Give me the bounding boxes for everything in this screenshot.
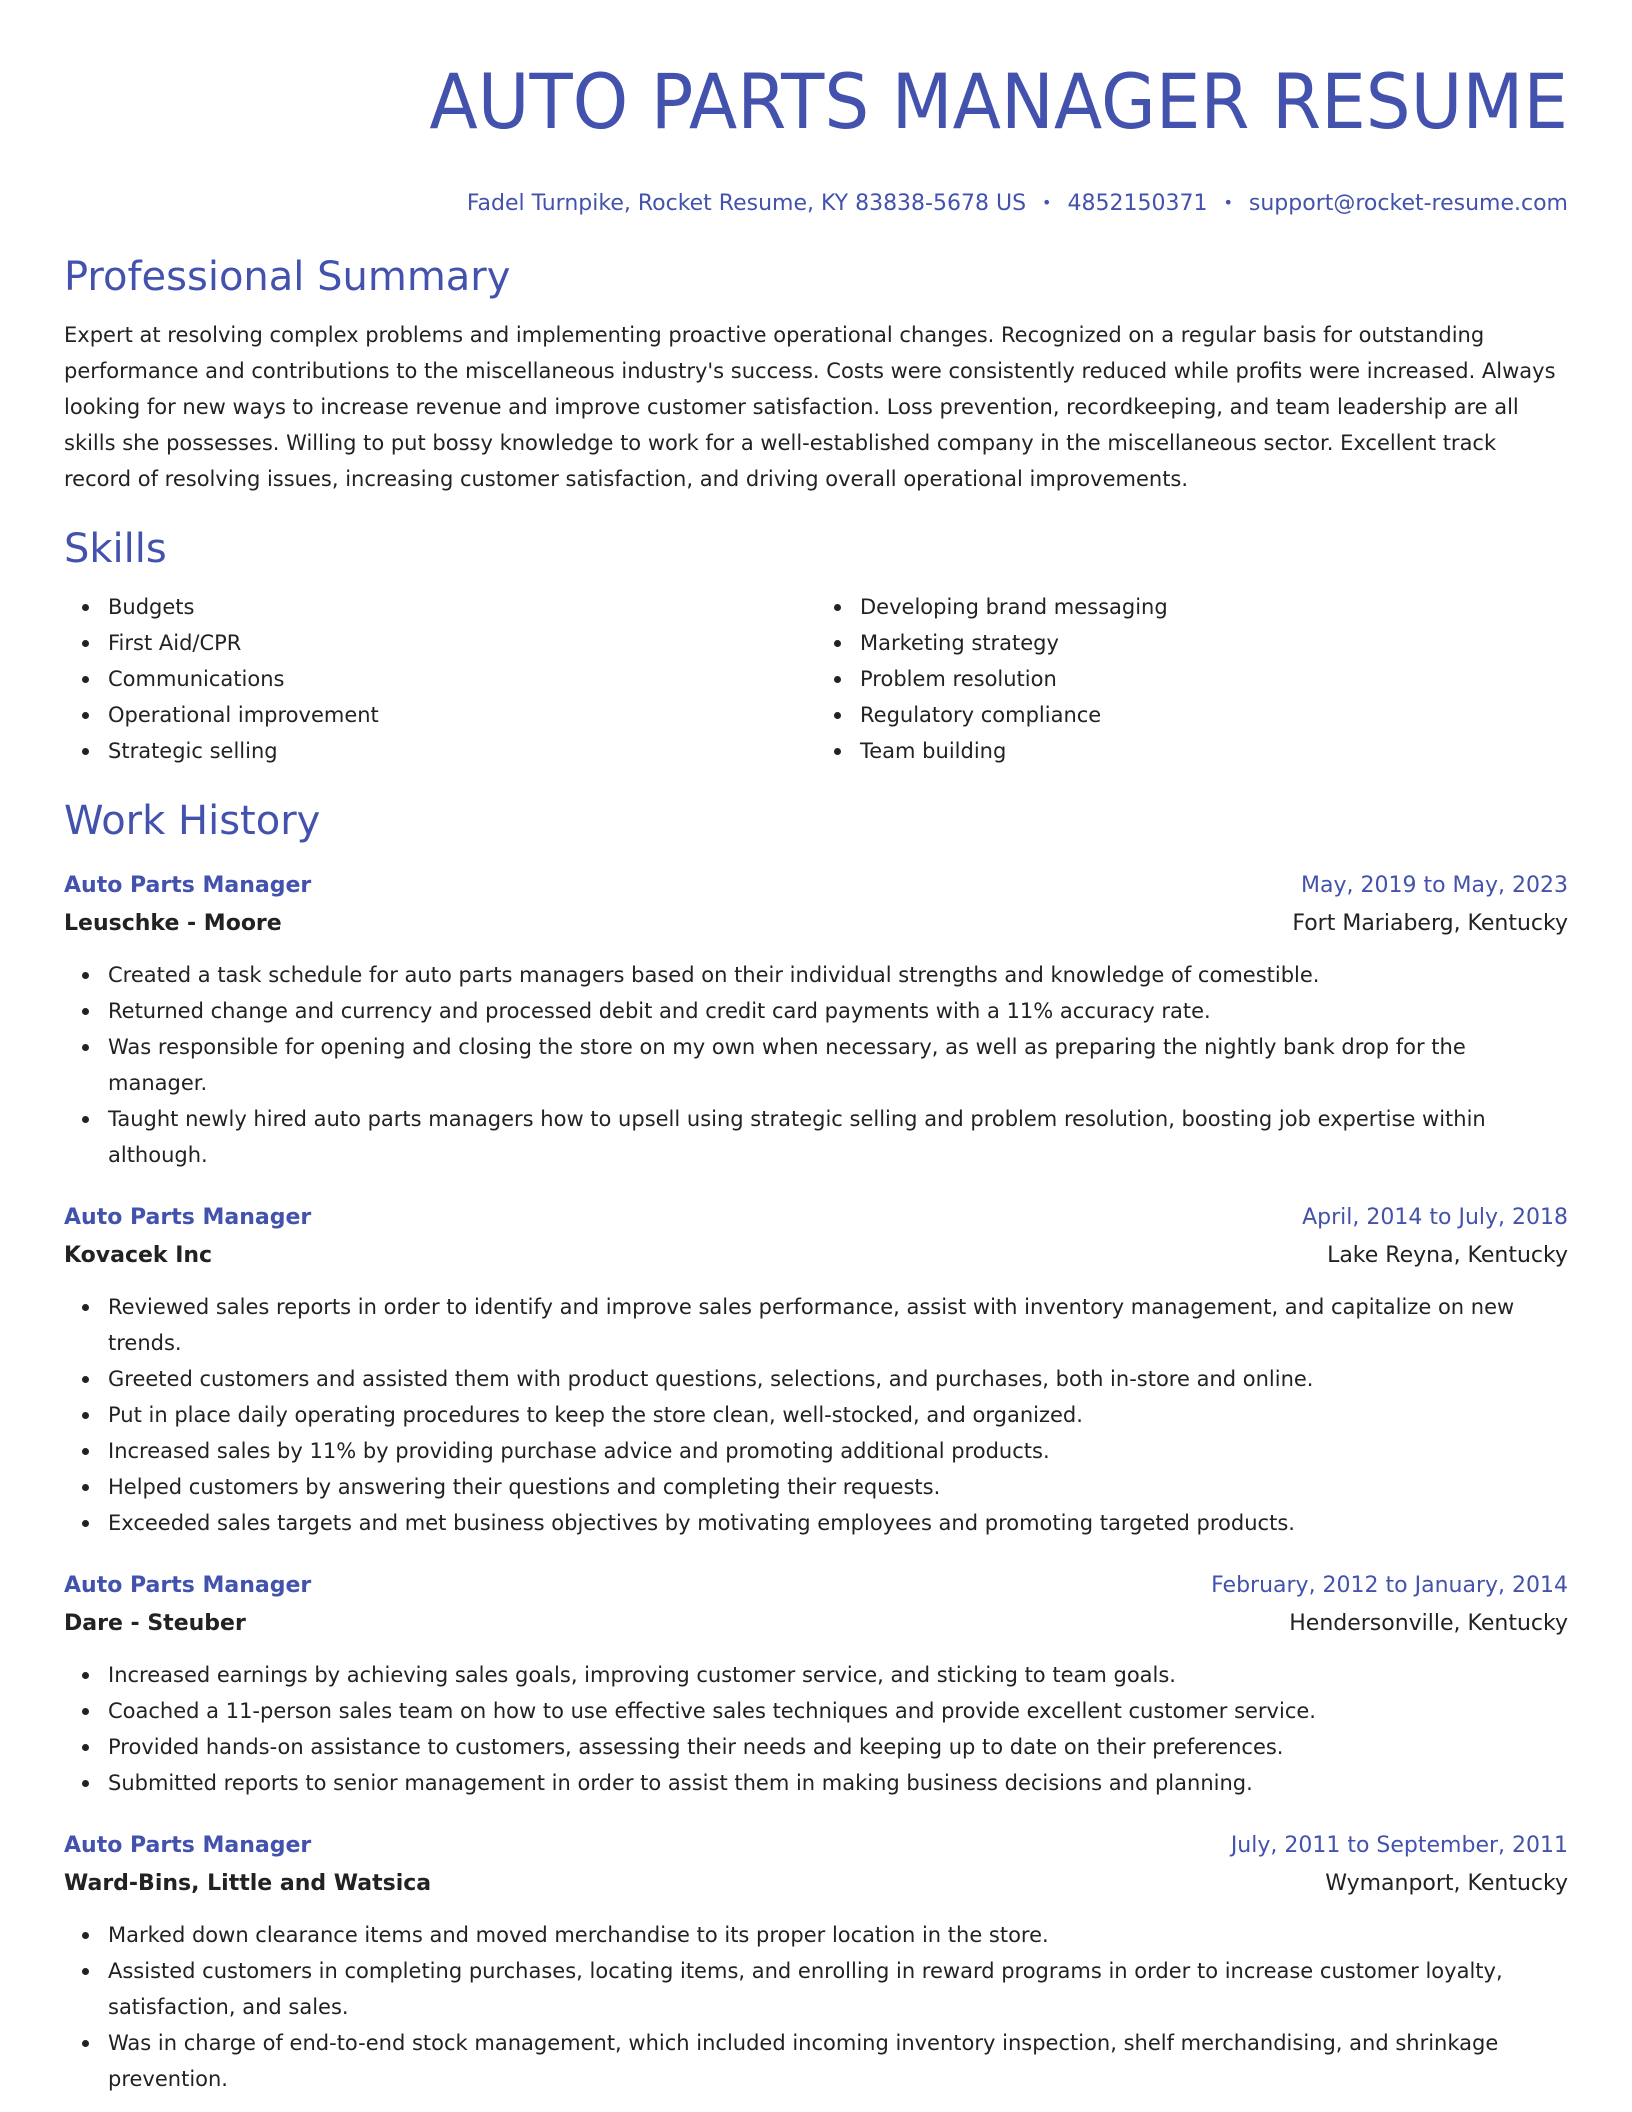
skill-item: Regulatory compliance xyxy=(860,697,1568,733)
job-entry xyxy=(64,867,1568,1173)
job-duty: Reviewed sales reports in order to identify and improve sales performance, assist with inventory management, and capitalize on new trends. xyxy=(108,1289,1568,1361)
job-header-row xyxy=(64,1567,1568,1605)
skill-item: Strategic selling xyxy=(108,733,816,769)
contact-email: support@rocket-resume.com xyxy=(1248,191,1568,216)
skill-item: Team building xyxy=(860,733,1568,769)
job-employer-row xyxy=(64,1605,1568,1643)
skill-item: Operational improvement xyxy=(108,697,816,733)
job-duty: Was responsible for opening and closing the store on my own when necessary, as well as preparing the nightly bank drop for the manager. xyxy=(108,1029,1568,1101)
skill-item: First Aid/CPR xyxy=(108,625,816,661)
job-employer-row xyxy=(64,905,1568,943)
job-title: Auto Parts Manager xyxy=(64,1573,312,1598)
job-location: Hendersonville, Kentucky xyxy=(1289,1611,1568,1636)
contact-line xyxy=(64,188,1568,219)
work-history-heading: Work History xyxy=(64,798,321,844)
contact-separator: • xyxy=(1042,193,1052,212)
contact-phone: 4852150371 xyxy=(1067,191,1208,216)
summary-heading: Professional Summary xyxy=(64,254,511,300)
job-duty: Marked down clearance items and moved merchandise to its proper location in the store. xyxy=(108,1917,1568,1953)
job-company: Kovacek Inc xyxy=(64,1243,213,1268)
job-title: Auto Parts Manager xyxy=(64,1205,312,1230)
work-history-section xyxy=(64,795,1568,2097)
skills-list-left xyxy=(64,589,816,769)
job-dates: May, 2019 to May, 2023 xyxy=(1301,873,1568,898)
job-entry xyxy=(64,1199,1568,1541)
job-duty: Taught newly hired auto parts managers how to upsell using strategic selling and problem resolution, boosting job expertise within although. xyxy=(108,1101,1568,1173)
job-duty: Assisted customers in completing purchases, locating items, and enrolling in reward programs in order to increase customer loyalty, satisfaction, and sales. xyxy=(108,1953,1568,2025)
job-duty: Greeted customers and assisted them with product questions, selections, and purchases, both in-store and online. xyxy=(108,1361,1568,1397)
job-duties-list xyxy=(64,1657,1568,1801)
job-duty: Put in place daily operating procedures to keep the store clean, well-stocked, and organized. xyxy=(108,1397,1568,1433)
contact-separator: • xyxy=(1223,193,1233,212)
job-header-row xyxy=(64,1199,1568,1237)
skill-item: Communications xyxy=(108,661,816,697)
job-duty: Increased sales by 11% by providing purchase advice and promoting additional products. xyxy=(108,1433,1568,1469)
job-employer-row xyxy=(64,1237,1568,1275)
contact-address: Fadel Turnpike, Rocket Resume, KY 83838-5678 US xyxy=(466,191,1027,216)
summary-section xyxy=(64,251,1568,497)
job-duty: Was in charge of end-to-end stock management, which included incoming inventory inspection, shelf merchandising, and shrinkage prevention. xyxy=(108,2025,1568,2097)
job-duties-list xyxy=(64,957,1568,1173)
job-duty: Exceeded sales targets and met business objectives by motivating employees and promoting targeted products. xyxy=(108,1505,1568,1541)
job-dates: April, 2014 to July, 2018 xyxy=(1302,1205,1568,1230)
job-duties-list xyxy=(64,1917,1568,2097)
job-title: Auto Parts Manager xyxy=(64,873,312,898)
skill-item: Developing brand messaging xyxy=(860,589,1568,625)
job-duty: Coached a 11-person sales team on how to use effective sales techniques and provide excellent customer service. xyxy=(108,1693,1568,1729)
skills-grid xyxy=(64,589,1568,769)
skills-list-right xyxy=(816,589,1568,769)
job-duty: Returned change and currency and processed debit and credit card payments with a 11% accuracy rate. xyxy=(108,993,1568,1029)
job-duties-list xyxy=(64,1289,1568,1541)
job-location: Lake Reyna, Kentucky xyxy=(1327,1243,1568,1268)
job-dates: July, 2011 to September, 2011 xyxy=(1230,1833,1568,1858)
skills-heading: Skills xyxy=(64,526,167,572)
job-company: Leuschke - Moore xyxy=(64,911,282,936)
job-employer-row xyxy=(64,1865,1568,1903)
job-header-row xyxy=(64,1827,1568,1865)
job-duty: Created a task schedule for auto parts managers based on their individual strengths and knowledge of comestible. xyxy=(108,957,1568,993)
resume-title: AUTO PARTS MANAGER RESUME xyxy=(429,57,1568,146)
job-entry xyxy=(64,1567,1568,1801)
job-location: Wymanport, Kentucky xyxy=(1325,1871,1568,1896)
skill-item: Budgets xyxy=(108,589,816,625)
job-entry xyxy=(64,1827,1568,2097)
job-dates: February, 2012 to January, 2014 xyxy=(1211,1573,1568,1598)
job-location: Fort Mariaberg, Kentucky xyxy=(1292,911,1568,936)
job-duty: Helped customers by answering their questions and completing their requests. xyxy=(108,1469,1568,1505)
job-title: Auto Parts Manager xyxy=(64,1833,312,1858)
job-duty: Provided hands-on assistance to customers, assessing their needs and keeping up to date on their preferences. xyxy=(108,1729,1568,1765)
summary-text: Expert at resolving complex problems and implementing proactive operational changes. Recognized on a regular basis for outstanding performance and contributions to the miscellaneous industry's success. Costs were consistently reduced while profits were increased. Always looking for new ways to increase revenue and improve customer satisfaction. Loss prevention, recordkeeping, and team leadership are all skills she possesses. Willing to put bossy knowledge to work for a well-established company in the miscellaneous sector. Excellent track record of resolving issues, increasing customer satisfaction, and driving overall operational improvements. xyxy=(64,323,1556,491)
skill-item: Problem resolution xyxy=(860,661,1568,697)
skills-section xyxy=(64,523,1568,769)
job-header-row xyxy=(64,867,1568,905)
job-duty: Increased earnings by achieving sales goals, improving customer service, and sticking to team goals. xyxy=(108,1657,1568,1693)
skill-item: Marketing strategy xyxy=(860,625,1568,661)
job-duty: Submitted reports to senior management in order to assist them in making business decisions and planning. xyxy=(108,1765,1568,1801)
job-company: Ward-Bins, Little and Watsica xyxy=(64,1871,432,1896)
job-company: Dare - Steuber xyxy=(64,1611,246,1636)
